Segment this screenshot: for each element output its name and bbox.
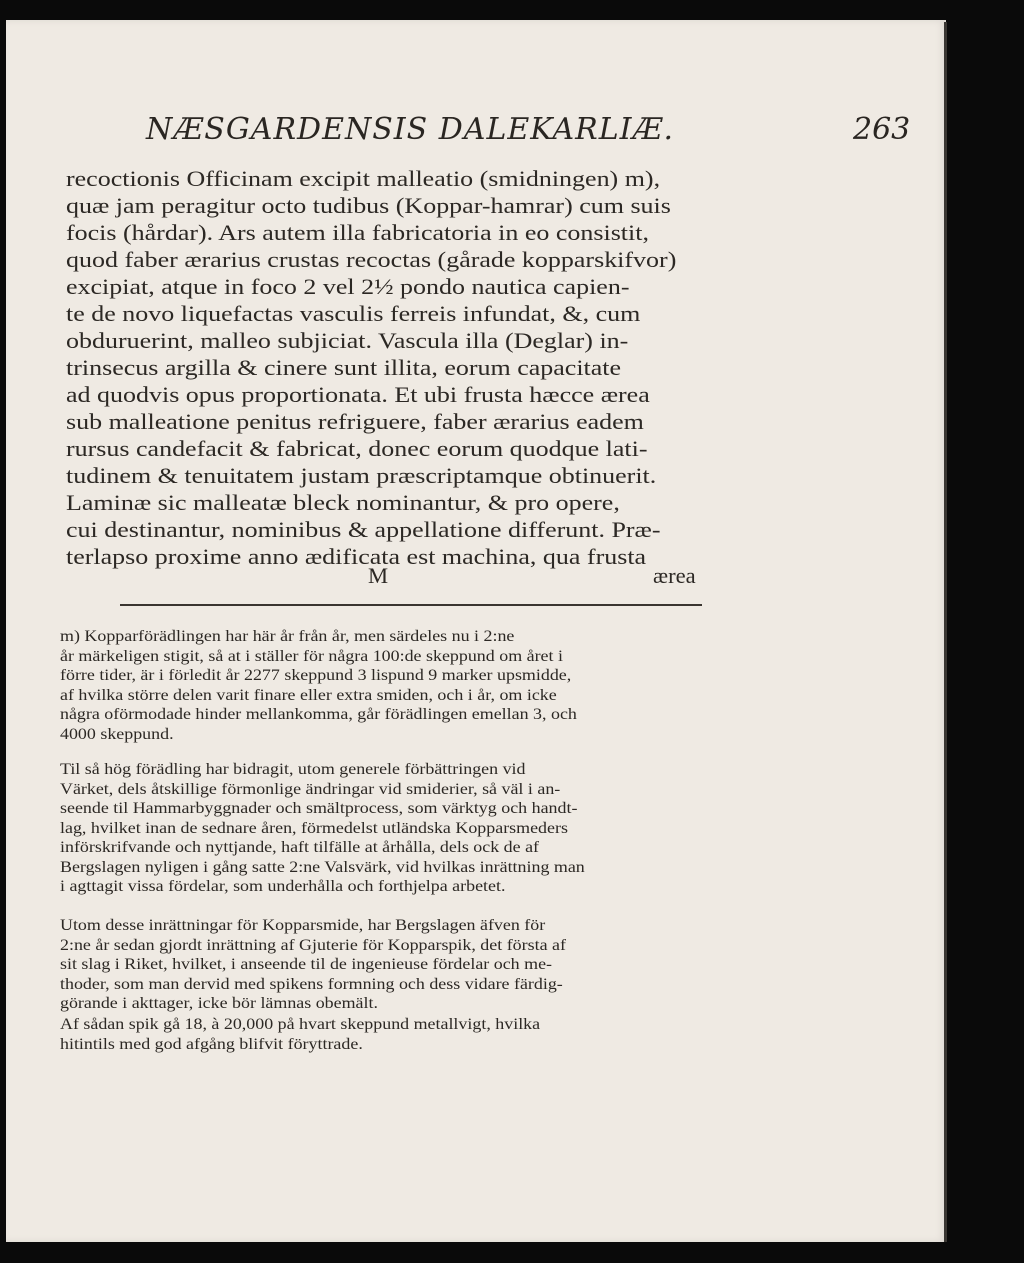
footnote-line: thoder, som man dervid med spikens formning och dess vidare färdig- bbox=[60, 975, 563, 993]
signature-mark: M bbox=[368, 563, 389, 588]
footnote-line: år märkeligen stigit, så at i ställer för några 100:de skeppund om året i bbox=[60, 647, 563, 665]
footnote-rule bbox=[120, 604, 702, 606]
text-line: excipiat, atque in foco 2 vel 2½ pondo nautica capien- bbox=[66, 274, 630, 299]
text-line: quod faber ærarius crustas recoctas (gårade kopparskifvor) bbox=[66, 247, 677, 272]
footnote-line: Värket, dels åtskillige förmonlige ändringar vid smiderier, så väl i an- bbox=[60, 780, 561, 798]
running-head: NÆSGARDENSIS DALEKARLIÆ. bbox=[146, 112, 675, 147]
text-line: rursus candefacit & fabricat, donec eorum quodque lati- bbox=[66, 436, 648, 461]
page-number: 263 bbox=[853, 112, 911, 147]
text-line: recoctionis Officinam excipit malleatio (smidningen) m), bbox=[66, 166, 661, 191]
footnote-line: 2:ne år sedan gjordt inrättning af Gjuterie för Kopparspik, det första af bbox=[60, 936, 566, 954]
main-text bbox=[66, 165, 706, 570]
catch-word: ærea bbox=[653, 563, 696, 588]
text-line: Laminæ sic malleatæ bleck nominantur, & pro opere, bbox=[66, 490, 620, 515]
footnote-line: några oförmodade hinder mellankomma, går förädlingen emellan 3, och bbox=[60, 706, 577, 723]
page-edge bbox=[944, 22, 947, 1242]
footnote-3 bbox=[60, 916, 710, 1014]
footnote-line: Utom desse inrättningar för Kopparsmide, har Bergslagen äfven för bbox=[60, 917, 546, 934]
footnote-line: af hvilka större delen varit finare eller extra smiden, och i år, om icke bbox=[60, 686, 557, 704]
footnote-line: Til så hög förädling har bidragit, utom generele förbättringen vid bbox=[60, 761, 526, 778]
footnote-line: Bergslagen nyligen i gång satte 2:ne Valsvärk, vid hvilkas inrättning man bbox=[60, 858, 585, 876]
footnote-line: lag, hvilket inan de sednare åren, förmedelst utländska Kopparsmeders bbox=[60, 819, 568, 837]
footnote-line: Af sådan spik gå 18, à 20,000 på hvart skeppund metallvigt, hvilka bbox=[60, 1016, 541, 1033]
footnote-line: i agttagit vissa fördelar, som underhålla och forthjelpa arbetet. bbox=[60, 878, 506, 895]
text-line: focis (hårdar). Ars autem illa fabricatoria in eo consistit, bbox=[66, 220, 649, 245]
text-line: quæ jam peragitur octo tudibus (Koppar-hamrar) cum suis bbox=[66, 193, 671, 218]
footnote-4 bbox=[60, 1015, 710, 1054]
footnote-2 bbox=[60, 760, 710, 897]
text-line: tudinem & tenuitatem justam præscriptamque obtinuerit. bbox=[66, 463, 657, 488]
text-line: te de novo liquefactas vasculis ferreis infundat, &, cum bbox=[66, 301, 641, 326]
text-line: obduruerint, malleo subjiciat. Vascula illa (Deglar) in- bbox=[66, 328, 629, 353]
text-line: ad quodvis opus proportionata. Et ubi frusta hæcce ærea bbox=[66, 382, 650, 407]
footnote-1 bbox=[60, 627, 710, 744]
text-line: trinsecus argilla & cinere sunt illita, eorum capacitate bbox=[66, 355, 622, 380]
footnote-line: hitintils med god afgång blifvit föryttrade. bbox=[60, 1035, 363, 1053]
footnote-line: görande i akttager, icke bör lämnas obemält. bbox=[60, 995, 378, 1012]
footnote-line: införskrifvande och nyttjande, haft tilfälle at århålla, dels ock de af bbox=[60, 839, 540, 856]
footnote-line: m) Kopparförädlingen har här år från år, men särdeles nu i 2:ne bbox=[60, 628, 515, 645]
footnote-line: 4000 skeppund. bbox=[60, 725, 174, 743]
text-line: terlapso proxime anno ædificata est machina, qua frusta bbox=[66, 544, 647, 569]
text-line: sub malleatione penitus refriguere, faber ærarius eadem bbox=[66, 409, 644, 434]
text-line: cui destinantur, nominibus & appellatione differunt. Præ- bbox=[66, 517, 661, 542]
footnote-line: förre tider, är i förledit år 2277 skeppund 3 lispund 9 marker upsmidde, bbox=[60, 667, 572, 684]
footnote-line: sit slag i Riket, hvilket, i anseende til de ingenieuse fördelar och me- bbox=[60, 956, 553, 973]
footnote-line: seende til Hammarbyggnader och smältprocess, som värktyg och handt- bbox=[60, 800, 578, 817]
